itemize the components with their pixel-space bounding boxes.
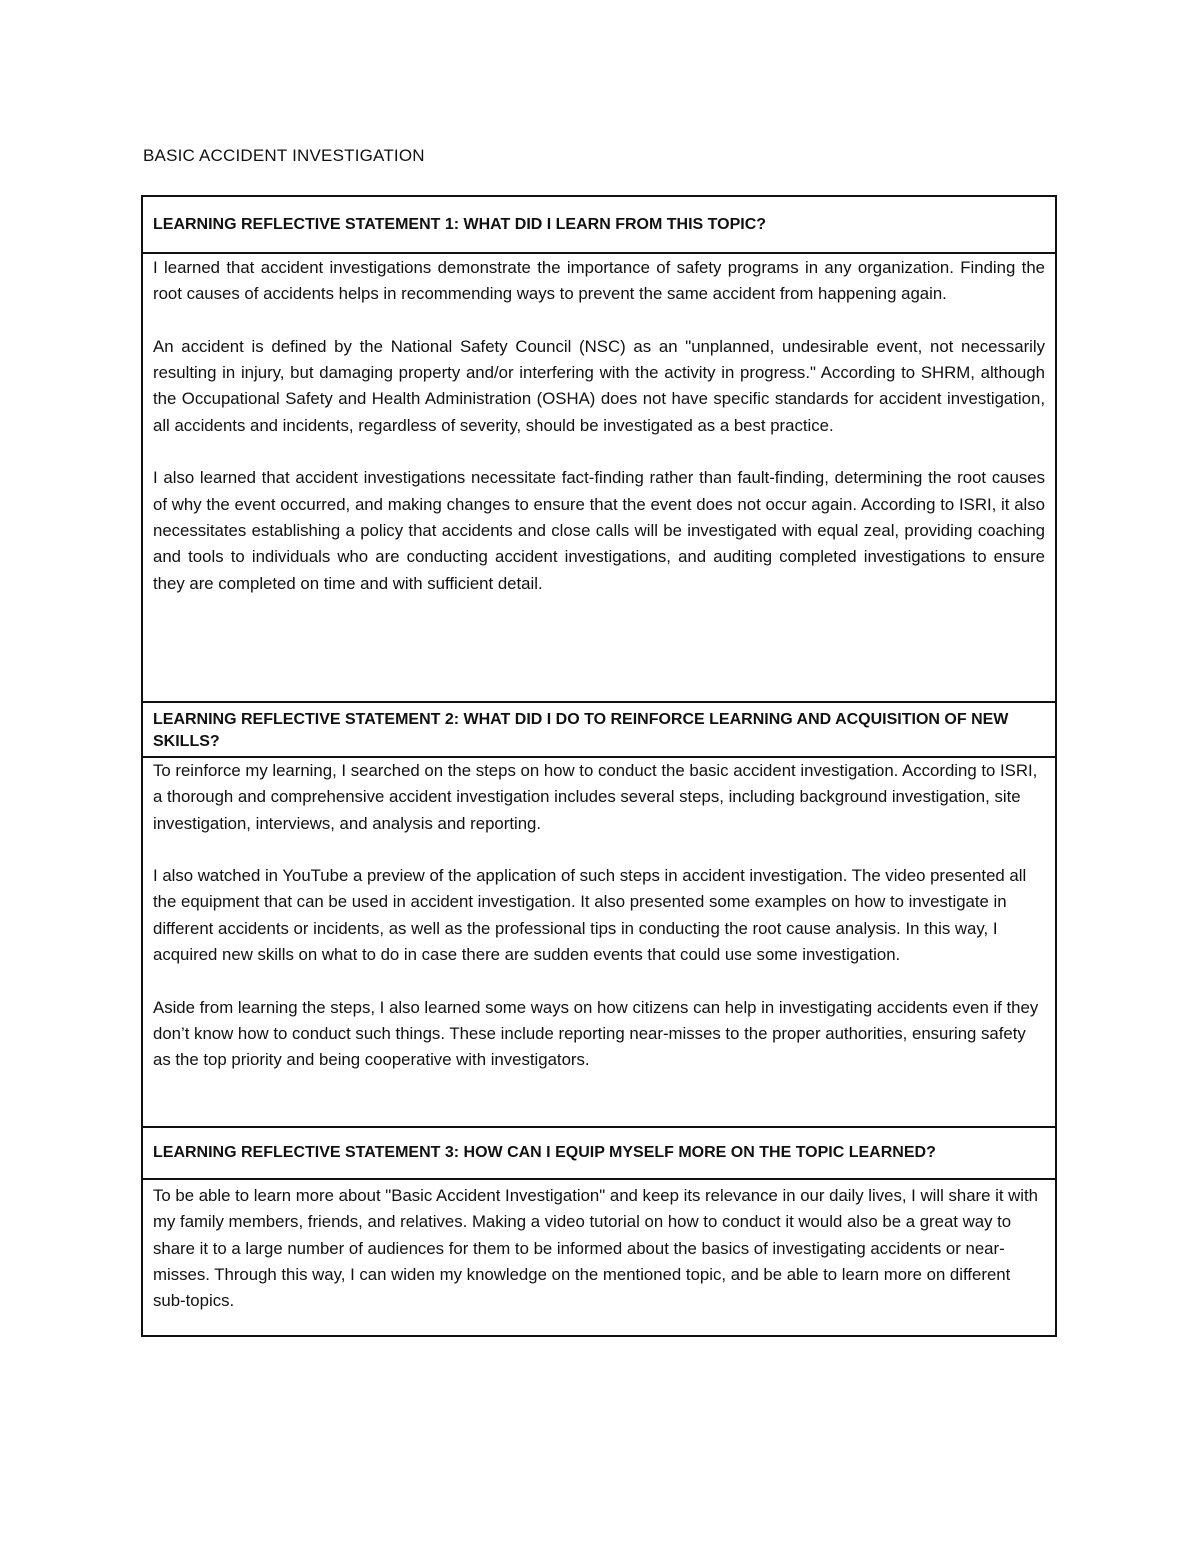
section-2-body [143, 758, 1055, 1128]
section-3-paragraph-1: To be able to learn more about "Basic Accident Investigation" and keep its relevance in our daily lives, I will share it with my family members, friends, and relatives. Making a video tutorial on how to conduct it would also be a great way to share it to a large number of audiences for them to be informed about the basics of investigating accidents or near-misses. Through this way, I can widen my knowledge on the mentioned topic, and be able to learn more on different sub-topics. [153, 1186, 1039, 1311]
section-1-paragraph-2: An accident is defined by the National Safety Council (NSC) as an "unplanned, undesirable event, not necessarily resulting in injury, but damaging property and/or interfering with the activity in progress." According to SHRM, although the Occupational Safety and Health Administration (OSHA) does not have specific standards for accident investigation, all accidents and incidents, regardless of severity, should be investigated as a best practice. [153, 336, 1045, 435]
section-2-header [143, 703, 1055, 758]
section-1-body [143, 254, 1055, 703]
document-title: BASIC ACCIDENT INVESTIGATION [143, 146, 425, 165]
section-2-paragraph-3: Aside from learning the steps, I also learned some ways on how citizens can help in investigating accidents even if they don’t know how to conduct such things. These include reporting near-misses to the proper authorities, ensuring safety as the top priority and being cooperative with investigators. [153, 997, 1039, 1070]
section-1-header [143, 197, 1055, 254]
section-2-paragraph-2: I also watched in YouTube a preview of the application of such steps in accident investigation. The video presented all the equipment that can be used in accident investigation. It also presented some examples on how to investigate in different accidents or incidents, as well as the professional tips in conducting the root cause analysis. In this way, I acquired new skills on what to do in case there are sudden events that could use some investigation. [153, 866, 1027, 965]
section-1-paragraph-3: I also learned that accident investigations necessitate fact-finding rather than fault-finding, determining the root causes of why the event occurred, and making changes to ensure that the event does not occur again. According to ISRI, it also necessitates establishing a policy that accidents and close calls will be investigated with equal zeal, providing coaching and tools to individuals who are conducting accident investigations, and auditing completed investigations to ensure they are completed on time and with sufficient detail. [153, 468, 1045, 593]
section-1-header-text: LEARNING REFLECTIVE STATEMENT 1: WHAT DID I LEARN FROM THIS TOPIC? [153, 215, 767, 233]
section-3-header-text: LEARNING REFLECTIVE STATEMENT 3: HOW CAN I EQUIP MYSELF MORE ON THE TOPIC LEARNED? [153, 1144, 936, 1161]
section-3-header [143, 1128, 1055, 1180]
reflection-table [141, 195, 1057, 1337]
section-2-header-text: LEARNING REFLECTIVE STATEMENT 2: WHAT DID I DO TO REINFORCE LEARNING AND ACQUISITION OF NEW SKILLS? [153, 710, 1009, 750]
section-1-paragraph-1: I learned that accident investigations demonstrate the importance of safety programs in any organization. Finding the root causes of accidents helps in recommending ways to prevent the same accident from happening again. [153, 258, 1045, 304]
section-3-body [143, 1180, 1055, 1335]
section-2-paragraph-1: To reinforce my learning, I searched on the steps on how to conduct the basic accident investigation. According to ISRI, a thorough and comprehensive accident investigation includes several steps, including background investigation, site investigation, interviews, and analysis and reporting. [153, 761, 1038, 833]
